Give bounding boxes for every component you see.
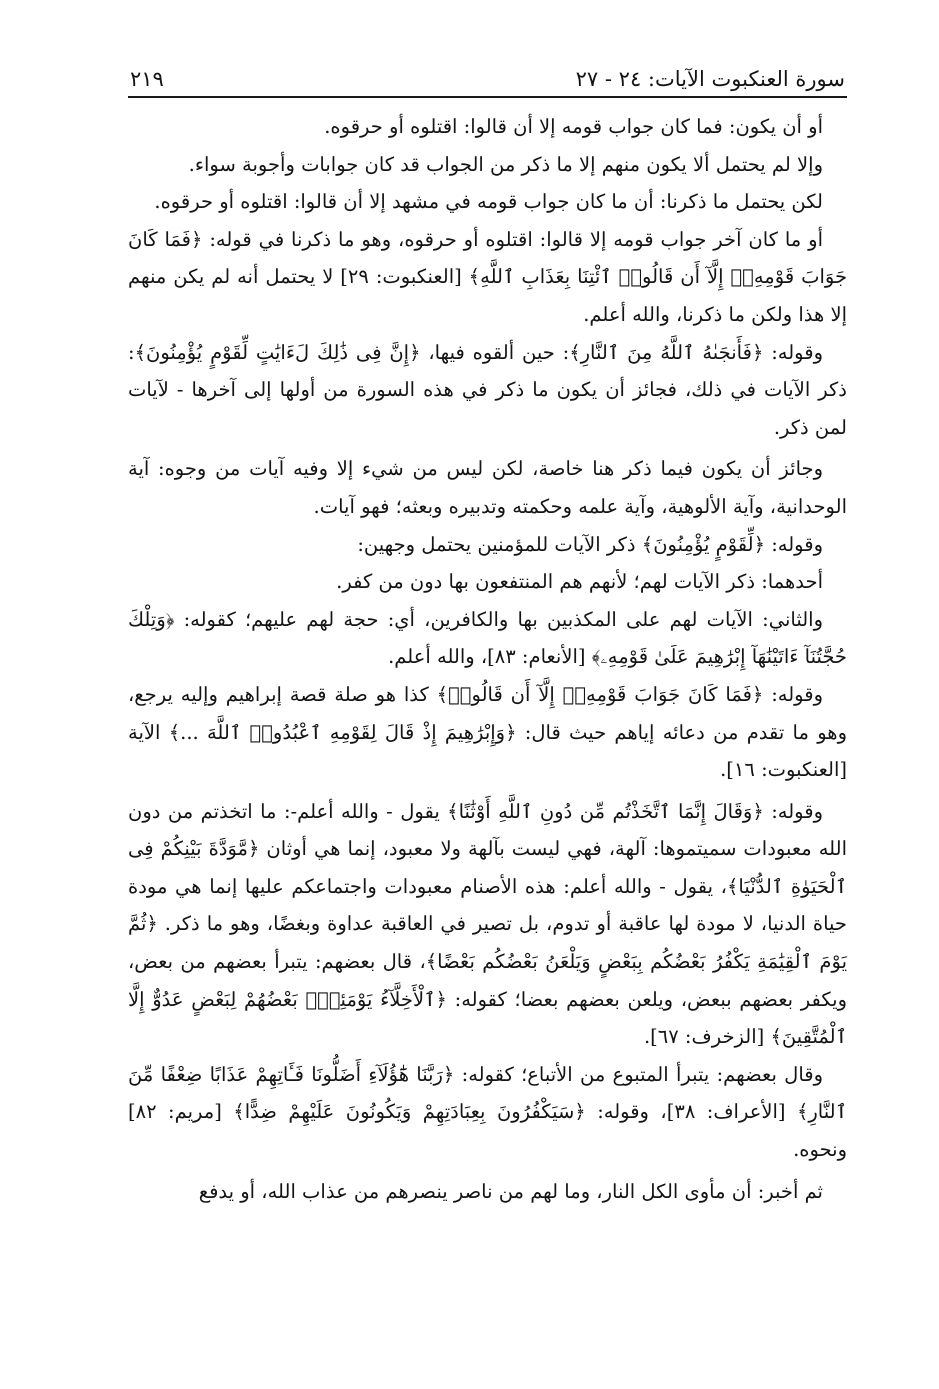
paragraph: ثم أخبر: أن مأوى الكل النار، وما لهم من ناصر ينصرهم من عذاب الله، أو يدفع [198,1179,823,1203]
paragraph: أو ما كان آخر جواب قومه إلا قالوا: اقتلوه أو حرقوه، وهو ما ذكرنا في قوله: ﴿فَمَا كَانَ جَوَابَ قَوْمِهِۦٓ إِلَّآ أَن قَالُوا۟ ٱئْتِنَا بِعَذَابِ ٱللَّهِ﴾ [العنكبوت: ٢٩] لا يحتمل أنه لم يكن منهم إلا هذا ولكن ما ذكرنا، والله أعلم. [128,227,847,326]
paragraph: وقوله: ﴿وَقَالَ إِنَّمَا ٱتَّخَذْتُم مِّن دُونِ ٱللَّهِ أَوْثَٰنًا﴾ يقول - والله أعلم-: ما اتخذتم من دون الله معبودات سميتموها: آلهة، فهي ليست بآلهة ولا معبود، إنما هي أوثان ﴿مَّوَدَّةَ بَيْنِكُمْ فِى ٱلْحَيَوٰةِ ٱلدُّنْيَا﴾، يقول - والله أعلم: هذه الأصنام معبودات واجتماعكم عليها إنما هي مودة حياة الدنيا، لا مودة لها عاقبة أو تدوم، بل تصير في العاقبة عداوة وبغضًا، وهو ما ذكر. ﴿ثُمَّ يَوْمَ ٱلْقِيَٰمَةِ يَكْفُرُ بَعْضُكُم بِبَعْضٍ وَيَلْعَنُ بَعْضُكُم بَعْضًا﴾، قال بعضهم: يتبرأ بعضهم من بعض، ويكفر بعضهم ببعض، ويلعن بعضهم بعضا؛ كقوله: ﴿ٱلْأَخِلَّآءُ يَوْمَئِذٍۭ بَعْضُهُمْ لِبَعْضٍ عَدُوٌّ إِلَّا ٱلْمُتَّقِينَ﴾ [الزخرف: ٦٧]. [128,799,847,1049]
paragraph: وقوله: ﴿فَمَا كَانَ جَوَابَ قَوْمِهِۦٓ إِلَّآ أَن قَالُوا۟﴾ كذا هو صلة قصة إبراهيم وإليه يرجع، وهو ما تقدم من دعائه إياهم حيث قال: ﴿وَإِبْرَٰهِيمَ إِذْ قَالَ لِقَوْمِهِ ٱعْبُدُوا۟ ٱللَّهَ ...﴾ الآية [العنكبوت: ١٦]. [128,682,847,782]
paragraph: وقوله: ﴿لِّقَوْمٍ يُؤْمِنُونَ﴾ ذكر الآيات للمؤمنين يحتمل وجهين: [357,532,823,556]
paragraph: وقال بعضهم: يتبرأ المتبوع من الأتباع؛ كقوله: ﴿رَبَّنَا هَٰٓؤُلَآءِ أَضَلُّونَا فَـَٔاتِهِمْ عَذَابًا ضِعْفًا مِّنَ ٱلنَّارِ﴾ [الأعراف: ٣٨]، وقوله: ﴿سَيَكْفُرُونَ بِعِبَادَتِهِمْ وَيَكُونُونَ عَلَيْهِمْ ضِدًّا﴾ [مريم: ٨٢] ونحوه. [128,1062,848,1162]
paragraph: وقوله: ﴿فَأَنجَىٰهُ ٱللَّهُ مِنَ ٱلنَّارِ﴾: حين ألقوه فيها، ﴿إِنَّ فِى ذَٰلِكَ لَءَايَٰتٍ لِّقَوْمٍ يُؤْمِنُونَ﴾: ذكر الآيات في ذلك، فجائز أن يكون ما ذكر في هذه السورة من أولها إلى آخرها - لآيات لمن ذكر. [128,340,847,439]
header-title: سورة العنكبوت الآيات: ٢٤ - ٢٧ [575,67,845,91]
paragraph: أو أن يكون: فما كان جواب قومه إلا أن قالوا: اقتلوه أو حرقوه. [324,115,823,138]
paragraph: لكن يحتمل ما ذكرنا: أن ما كان جواب قومه في مشهد إلا أن قالوا: اقتلوه أو حرقوه. [154,190,823,214]
paragraph: وجائز أن يكون فيما ذكر هنا خاصة، لكن ليس من شيء إلا وفيه آيات من وجوه: آية الوحدانية، وآية الألوهية، وآية علمه وحكمته وتدبيره وبعثه؛ فهو آيات. [128,457,847,518]
page-body [128,108,847,1210]
paragraph: وإلا لم يحتمل ألا يكون منهم إلا ما ذكر من الجواب قد كان جوابات وأجوبة سواء. [188,152,823,176]
running-header [128,58,847,98]
paragraph: والثاني: الآيات لهم على المكذبين بها والكافرين، أي: حجة لهم عليهم؛ كقوله: ﴿وَتِلْكَ حُجَّتُنَآ ءَاتَيْنَٰهَآ إِبْرَٰهِيمَ عَلَىٰ قَوْمِهِۦ﴾ [الأنعام: ٨٣]، والله أعلم. [128,607,847,669]
paragraph: أحدهما: ذكر الآيات لهم؛ لأنهم هم المنتفعون بها دون من كفر. [336,570,823,594]
page-number: ٢١٩ [130,67,164,91]
